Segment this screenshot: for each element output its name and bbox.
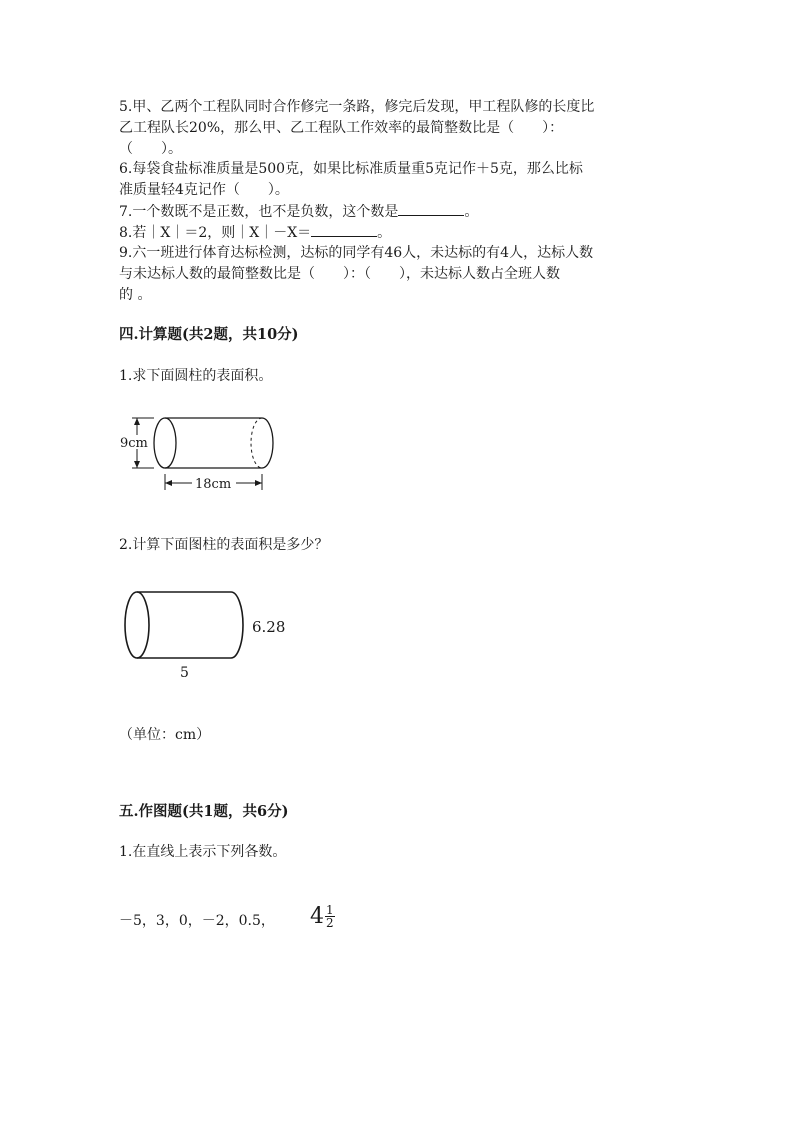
mixed-number	[310, 904, 335, 929]
fig2-bottom-label: 5	[180, 665, 189, 681]
q8	[119, 222, 391, 243]
calc-q2: 2.计算下面图柱的表面积是多少？	[119, 537, 329, 553]
section-4-heading: 四.计算题(共2题，共10分)	[119, 326, 299, 343]
q8-end: 。	[377, 225, 392, 241]
q7-end: 。	[464, 204, 479, 220]
q8-text: 8.若｜X｜＝2，则｜X｜－X＝	[119, 225, 312, 241]
section-5-heading: 五.作图题(共1题，共6分)	[119, 803, 289, 820]
q5-line-3: （ ）。	[119, 141, 182, 157]
q6-line-2: 准质量轻4克记作（ ）。	[119, 182, 289, 198]
cylinder-front-ellipse	[154, 418, 176, 468]
q6-line-1: 6.每袋食盐标准质量是500克，如果比标准质量重5克记作＋5克，那么比标	[119, 161, 583, 177]
fig1-height-label: 9cm	[120, 436, 148, 451]
cylinder-figure-1	[118, 408, 288, 498]
q8-answer-blank[interactable]	[311, 222, 377, 237]
numbers-list: －5，3，0，－2，0.5，	[119, 913, 275, 929]
fig1-length-label: 18cm	[195, 477, 232, 492]
q7-answer-blank[interactable]	[398, 201, 464, 216]
mixed-number-whole: 4	[310, 904, 324, 929]
unit-note: （单位：cm）	[119, 727, 211, 743]
calc-q1: 1.求下面圆柱的表面积。	[119, 368, 273, 384]
cylinder2-left-ellipse	[125, 592, 149, 658]
q7	[119, 201, 478, 222]
q9-line-1: 9.六一班进行体育达标检测，达标的同学有46人，未达标的有4人，达标人数	[119, 245, 594, 261]
cylinder2-right-arc	[231, 592, 243, 658]
fraction-numerator: 1	[326, 903, 334, 917]
draw-q1: 1.在直线上表示下列各数。	[119, 844, 287, 860]
mixed-number-fraction	[325, 904, 335, 929]
q9-line-2: 与未达标人数的最简整数比是（ ）：（ ），未达标人数占全班人数	[119, 266, 560, 282]
cylinder-figure-2	[118, 586, 318, 686]
q5-line-1: 5.甲、乙两个工程队同时合作修完一条路，修完后发现，甲工程队修的长度比	[119, 99, 595, 115]
q9-line-3: 的 。	[119, 287, 152, 303]
fig2-side-label: 6.28	[252, 618, 286, 636]
q7-text: 7.一个数既不是正数，也不是负数，这个数是	[119, 204, 399, 220]
fraction-denominator: 2	[326, 916, 334, 930]
q5-line-2: 乙工程队长20%，那么甲、乙工程队工作效率的最简整数比是（ ）：	[119, 120, 564, 136]
